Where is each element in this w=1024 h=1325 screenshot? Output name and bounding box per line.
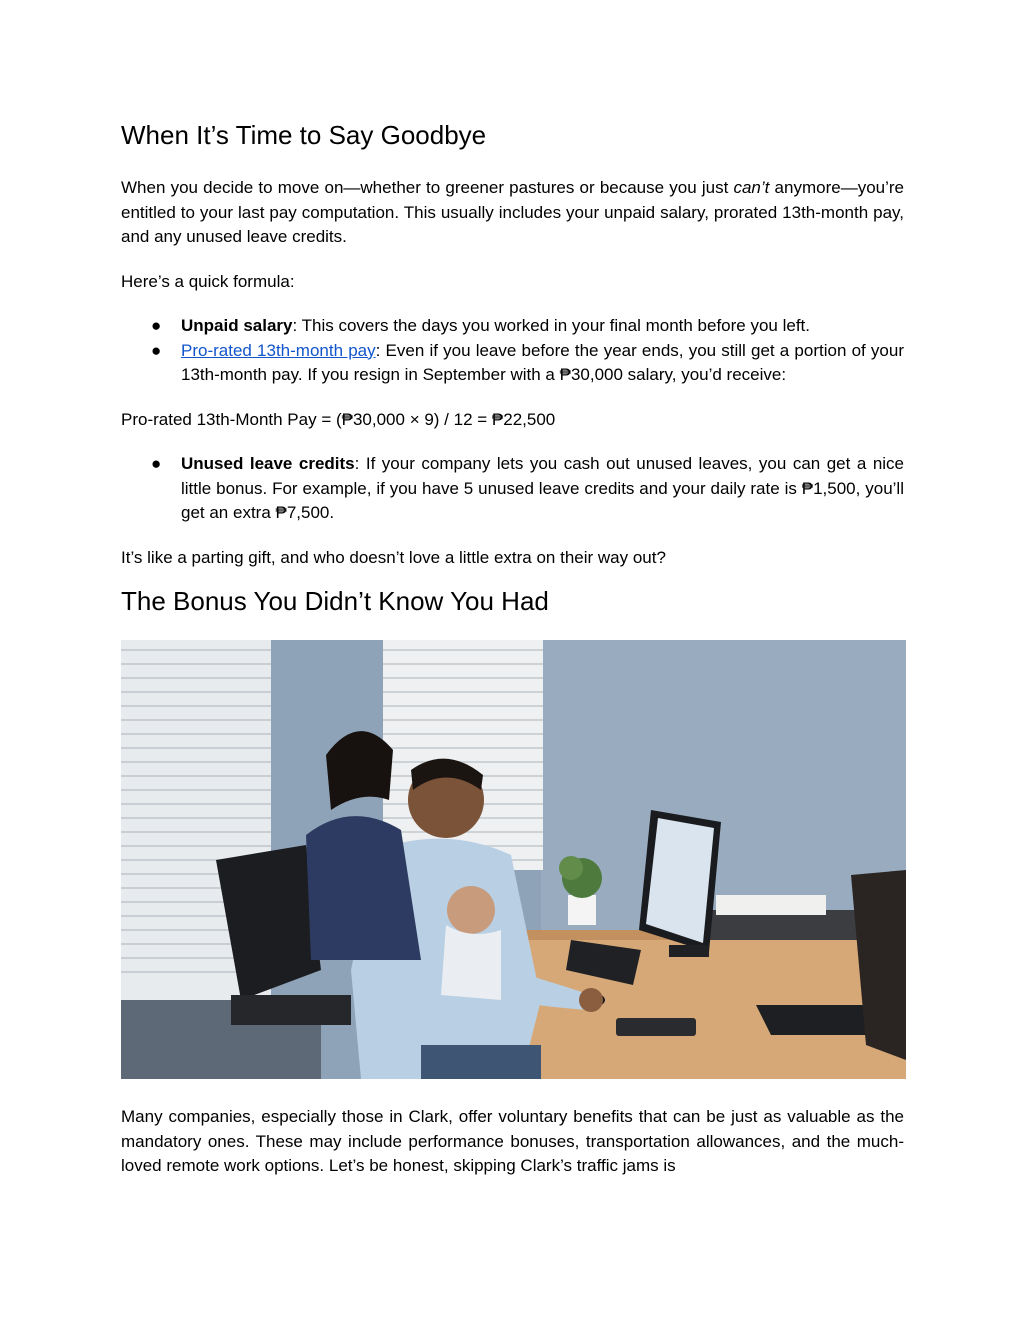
list-item-text: : This covers the days you worked in your final month before you left. (292, 316, 811, 335)
final-pay-list (121, 314, 904, 388)
father-children-computer-photo (121, 640, 906, 1079)
section-heading-bonus: The Bonus You Didn’t Know You Had (121, 586, 549, 616)
intro-text-start: When you decide to move on—whether to greener pastures or because you just (121, 178, 734, 197)
formula-lead-paragraph: Here’s a quick formula: (121, 271, 295, 291)
bullet-icon: ● (151, 454, 162, 473)
closing-paragraph: It’s like a parting gift, and who doesn’t love a little extra on their way out? (121, 547, 666, 567)
calculation-paragraph: Pro-rated 13th-Month Pay = (₱30,000 × 9) / 12 = ₱22,500 (121, 409, 556, 429)
bonus-body-paragraph: Many companies, especially those in Clark, offer voluntary benefits that can be just as valuable as the mandatory ones. These may include performance bonuses, transportation allowances, and the much-loved remote work options. Let’s be honest, skipping Clark’s traffic jams is (121, 1107, 904, 1175)
list-item-text: : Even if you leave before the year ends, you still get a portion of your 13th-month pay. If you resign in September with a ₱30,000 salary, you’d receive: (181, 340, 905, 384)
list-item-unpaid-salary (121, 314, 904, 339)
intro-italic-word: can’t (733, 178, 770, 197)
intro-paragraph (121, 176, 904, 250)
bullet-icon: ● (151, 340, 162, 360)
prorated-13th-month-link[interactable]: Pro-rated 13th-month pay (181, 340, 376, 360)
list-item-bold-label: Unused leave credits (181, 454, 355, 473)
section-heading-goodbye: When It’s Time to Say Goodbye (121, 120, 487, 150)
list-item-unused-leave (121, 452, 904, 526)
document-content (121, 118, 904, 1179)
bullet-icon: ● (151, 316, 162, 335)
leave-credits-list (121, 452, 904, 526)
list-item-bold-label: Unpaid salary (181, 316, 293, 335)
intro-text-end: anymore—you’re entitled to your last pay computation. This usually includes your unpaid salary, prorated 13th-month pay, and any unused leave credits. (121, 178, 905, 246)
photo-illustration (121, 640, 906, 1079)
list-item-prorated-13th (121, 339, 904, 388)
list-item-text: : If your company lets you cash out unused leaves, you can get a nice little bonus. For example, if you have 5 unused leave credits and your daily rate is ₱1,500, you’ll get an extra ₱7,500. (181, 454, 904, 522)
